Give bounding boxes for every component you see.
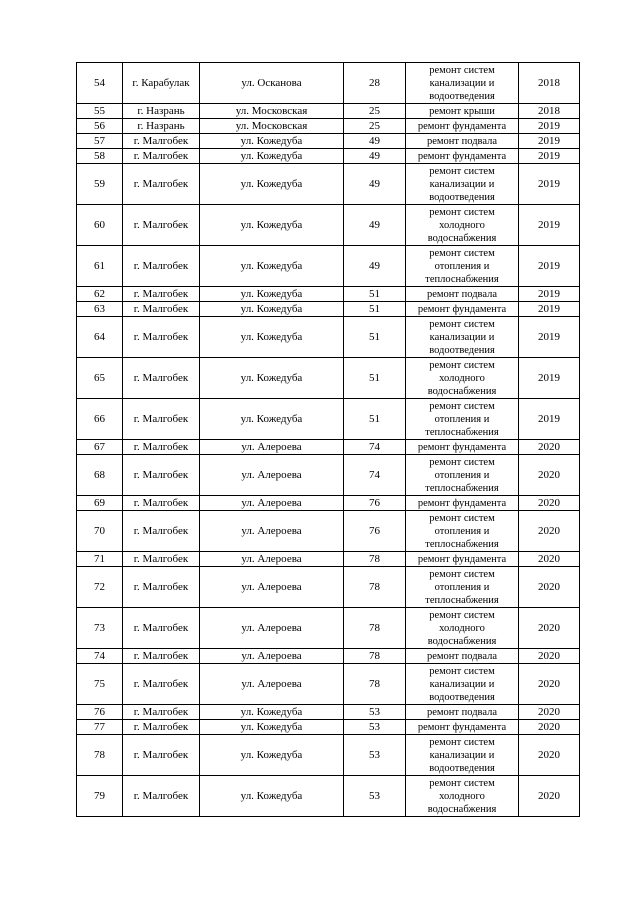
- year-cell: 2019: [519, 134, 580, 149]
- work-type-cell: ремонт систем холодного водоснабжения: [406, 776, 519, 817]
- work-type-cell: ремонт фундамента: [406, 720, 519, 735]
- table-row: [77, 164, 580, 205]
- row-number-cell: 55: [77, 104, 123, 119]
- table-row: [77, 287, 580, 302]
- table-row: [77, 399, 580, 440]
- house-number-cell: 28: [344, 63, 406, 104]
- repair-schedule-table: [76, 62, 580, 817]
- house-number-cell: 51: [344, 317, 406, 358]
- house-number-cell: 78: [344, 567, 406, 608]
- year-cell: 2020: [519, 735, 580, 776]
- row-number-cell: 72: [77, 567, 123, 608]
- row-number-cell: 79: [77, 776, 123, 817]
- year-cell: 2020: [519, 705, 580, 720]
- work-type-cell: ремонт систем отопления и теплоснабжения: [406, 511, 519, 552]
- city-cell: г. Малгобек: [123, 608, 200, 649]
- table-row: [77, 149, 580, 164]
- city-cell: г. Назрань: [123, 119, 200, 134]
- city-cell: г. Малгобек: [123, 134, 200, 149]
- street-cell: ул. Алероева: [200, 664, 344, 705]
- row-number-cell: 76: [77, 705, 123, 720]
- row-number-cell: 65: [77, 358, 123, 399]
- house-number-cell: 51: [344, 302, 406, 317]
- year-cell: 2020: [519, 455, 580, 496]
- work-type-cell: ремонт подвала: [406, 287, 519, 302]
- street-cell: ул. Алероева: [200, 496, 344, 511]
- house-number-cell: 53: [344, 705, 406, 720]
- row-number-cell: 70: [77, 511, 123, 552]
- table-row: [77, 104, 580, 119]
- work-type-cell: ремонт фундамента: [406, 552, 519, 567]
- work-type-cell: ремонт фундамента: [406, 302, 519, 317]
- house-number-cell: 78: [344, 649, 406, 664]
- year-cell: 2020: [519, 608, 580, 649]
- city-cell: г. Малгобек: [123, 649, 200, 664]
- work-type-cell: ремонт систем канализации и водоотведения: [406, 63, 519, 104]
- year-cell: 2019: [519, 302, 580, 317]
- table-row: [77, 705, 580, 720]
- city-cell: г. Малгобек: [123, 735, 200, 776]
- year-cell: 2020: [519, 720, 580, 735]
- house-number-cell: 78: [344, 552, 406, 567]
- work-type-cell: ремонт подвала: [406, 705, 519, 720]
- city-cell: г. Назрань: [123, 104, 200, 119]
- house-number-cell: 51: [344, 287, 406, 302]
- row-number-cell: 73: [77, 608, 123, 649]
- house-number-cell: 51: [344, 358, 406, 399]
- table-row: [77, 205, 580, 246]
- work-type-cell: ремонт систем холодного водоснабжения: [406, 358, 519, 399]
- street-cell: ул. Кожедуба: [200, 720, 344, 735]
- work-type-cell: ремонт подвала: [406, 649, 519, 664]
- house-number-cell: 53: [344, 735, 406, 776]
- row-number-cell: 57: [77, 134, 123, 149]
- row-number-cell: 54: [77, 63, 123, 104]
- city-cell: г. Малгобек: [123, 317, 200, 358]
- table-row: [77, 720, 580, 735]
- work-type-cell: ремонт фундамента: [406, 496, 519, 511]
- table-row: [77, 440, 580, 455]
- house-number-cell: 53: [344, 720, 406, 735]
- table-row: [77, 455, 580, 496]
- row-number-cell: 56: [77, 119, 123, 134]
- table-row: [77, 246, 580, 287]
- table-row: [77, 119, 580, 134]
- street-cell: ул. Кожедуба: [200, 776, 344, 817]
- house-number-cell: 74: [344, 440, 406, 455]
- work-type-cell: ремонт подвала: [406, 134, 519, 149]
- city-cell: г. Малгобек: [123, 664, 200, 705]
- street-cell: ул. Алероева: [200, 649, 344, 664]
- year-cell: 2019: [519, 399, 580, 440]
- table-row: [77, 496, 580, 511]
- street-cell: ул. Кожедуба: [200, 735, 344, 776]
- house-number-cell: 49: [344, 205, 406, 246]
- house-number-cell: 76: [344, 511, 406, 552]
- year-cell: 2020: [519, 552, 580, 567]
- row-number-cell: 69: [77, 496, 123, 511]
- table-row: [77, 608, 580, 649]
- house-number-cell: 53: [344, 776, 406, 817]
- work-type-cell: ремонт систем канализации и водоотведения: [406, 664, 519, 705]
- city-cell: г. Малгобек: [123, 302, 200, 317]
- year-cell: 2019: [519, 205, 580, 246]
- house-number-cell: 76: [344, 496, 406, 511]
- house-number-cell: 49: [344, 164, 406, 205]
- city-cell: г. Малгобек: [123, 149, 200, 164]
- row-number-cell: 77: [77, 720, 123, 735]
- city-cell: г. Малгобек: [123, 776, 200, 817]
- city-cell: г. Малгобек: [123, 567, 200, 608]
- row-number-cell: 75: [77, 664, 123, 705]
- row-number-cell: 71: [77, 552, 123, 567]
- work-type-cell: ремонт систем холодного водоснабжения: [406, 608, 519, 649]
- year-cell: 2020: [519, 649, 580, 664]
- work-type-cell: ремонт фундамента: [406, 440, 519, 455]
- work-type-cell: ремонт фундамента: [406, 119, 519, 134]
- year-cell: 2019: [519, 164, 580, 205]
- year-cell: 2019: [519, 119, 580, 134]
- year-cell: 2020: [519, 567, 580, 608]
- work-type-cell: ремонт фундамента: [406, 149, 519, 164]
- city-cell: г. Малгобек: [123, 455, 200, 496]
- year-cell: 2019: [519, 149, 580, 164]
- year-cell: 2019: [519, 317, 580, 358]
- street-cell: ул. Кожедуба: [200, 164, 344, 205]
- year-cell: 2018: [519, 104, 580, 119]
- house-number-cell: 49: [344, 149, 406, 164]
- house-number-cell: 78: [344, 664, 406, 705]
- table-row: [77, 664, 580, 705]
- city-cell: г. Малгобек: [123, 164, 200, 205]
- street-cell: ул. Московская: [200, 119, 344, 134]
- street-cell: ул. Осканова: [200, 63, 344, 104]
- city-cell: г. Карабулак: [123, 63, 200, 104]
- street-cell: ул. Алероева: [200, 552, 344, 567]
- table-row: [77, 302, 580, 317]
- table-row: [77, 134, 580, 149]
- work-type-cell: ремонт систем канализации и водоотведения: [406, 735, 519, 776]
- city-cell: г. Малгобек: [123, 358, 200, 399]
- work-type-cell: ремонт крыши: [406, 104, 519, 119]
- table-row: [77, 552, 580, 567]
- work-type-cell: ремонт систем отопления и теплоснабжения: [406, 567, 519, 608]
- work-type-cell: ремонт систем отопления и теплоснабжения: [406, 455, 519, 496]
- year-cell: 2018: [519, 63, 580, 104]
- row-number-cell: 62: [77, 287, 123, 302]
- row-number-cell: 63: [77, 302, 123, 317]
- street-cell: ул. Алероева: [200, 567, 344, 608]
- city-cell: г. Малгобек: [123, 511, 200, 552]
- table-row: [77, 735, 580, 776]
- table-row: [77, 63, 580, 104]
- year-cell: 2019: [519, 246, 580, 287]
- year-cell: 2020: [519, 496, 580, 511]
- house-number-cell: 49: [344, 246, 406, 287]
- street-cell: ул. Кожедуба: [200, 358, 344, 399]
- row-number-cell: 59: [77, 164, 123, 205]
- year-cell: 2020: [519, 664, 580, 705]
- house-number-cell: 74: [344, 455, 406, 496]
- row-number-cell: 78: [77, 735, 123, 776]
- street-cell: ул. Кожедуба: [200, 705, 344, 720]
- work-type-cell: ремонт систем отопления и теплоснабжения: [406, 399, 519, 440]
- year-cell: 2020: [519, 776, 580, 817]
- house-number-cell: 51: [344, 399, 406, 440]
- street-cell: ул. Алероева: [200, 608, 344, 649]
- street-cell: ул. Кожедуба: [200, 287, 344, 302]
- row-number-cell: 74: [77, 649, 123, 664]
- row-number-cell: 64: [77, 317, 123, 358]
- row-number-cell: 66: [77, 399, 123, 440]
- street-cell: ул. Алероева: [200, 440, 344, 455]
- year-cell: 2020: [519, 440, 580, 455]
- row-number-cell: 58: [77, 149, 123, 164]
- city-cell: г. Малгобек: [123, 205, 200, 246]
- work-type-cell: ремонт систем канализации и водоотведения: [406, 164, 519, 205]
- street-cell: ул. Кожедуба: [200, 246, 344, 287]
- street-cell: ул. Кожедуба: [200, 302, 344, 317]
- street-cell: ул. Кожедуба: [200, 134, 344, 149]
- work-type-cell: ремонт систем канализации и водоотведения: [406, 317, 519, 358]
- house-number-cell: 78: [344, 608, 406, 649]
- house-number-cell: 49: [344, 134, 406, 149]
- table-row: [77, 649, 580, 664]
- city-cell: г. Малгобек: [123, 552, 200, 567]
- city-cell: г. Малгобек: [123, 705, 200, 720]
- work-type-cell: ремонт систем отопления и теплоснабжения: [406, 246, 519, 287]
- street-cell: ул. Кожедуба: [200, 317, 344, 358]
- city-cell: г. Малгобек: [123, 720, 200, 735]
- row-number-cell: 61: [77, 246, 123, 287]
- row-number-cell: 68: [77, 455, 123, 496]
- table-row: [77, 567, 580, 608]
- table-row: [77, 358, 580, 399]
- house-number-cell: 25: [344, 119, 406, 134]
- table-row: [77, 776, 580, 817]
- row-number-cell: 60: [77, 205, 123, 246]
- house-number-cell: 25: [344, 104, 406, 119]
- street-cell: ул. Кожедуба: [200, 205, 344, 246]
- table-row: [77, 511, 580, 552]
- year-cell: 2020: [519, 511, 580, 552]
- table-body: [77, 63, 580, 817]
- table-row: [77, 317, 580, 358]
- street-cell: ул. Кожедуба: [200, 149, 344, 164]
- city-cell: г. Малгобек: [123, 399, 200, 440]
- street-cell: ул. Кожедуба: [200, 399, 344, 440]
- city-cell: г. Малгобек: [123, 246, 200, 287]
- street-cell: ул. Московская: [200, 104, 344, 119]
- street-cell: ул. Алероева: [200, 455, 344, 496]
- city-cell: г. Малгобек: [123, 287, 200, 302]
- row-number-cell: 67: [77, 440, 123, 455]
- work-type-cell: ремонт систем холодного водоснабжения: [406, 205, 519, 246]
- city-cell: г. Малгобек: [123, 440, 200, 455]
- year-cell: 2019: [519, 358, 580, 399]
- year-cell: 2019: [519, 287, 580, 302]
- city-cell: г. Малгобек: [123, 496, 200, 511]
- street-cell: ул. Алероева: [200, 511, 344, 552]
